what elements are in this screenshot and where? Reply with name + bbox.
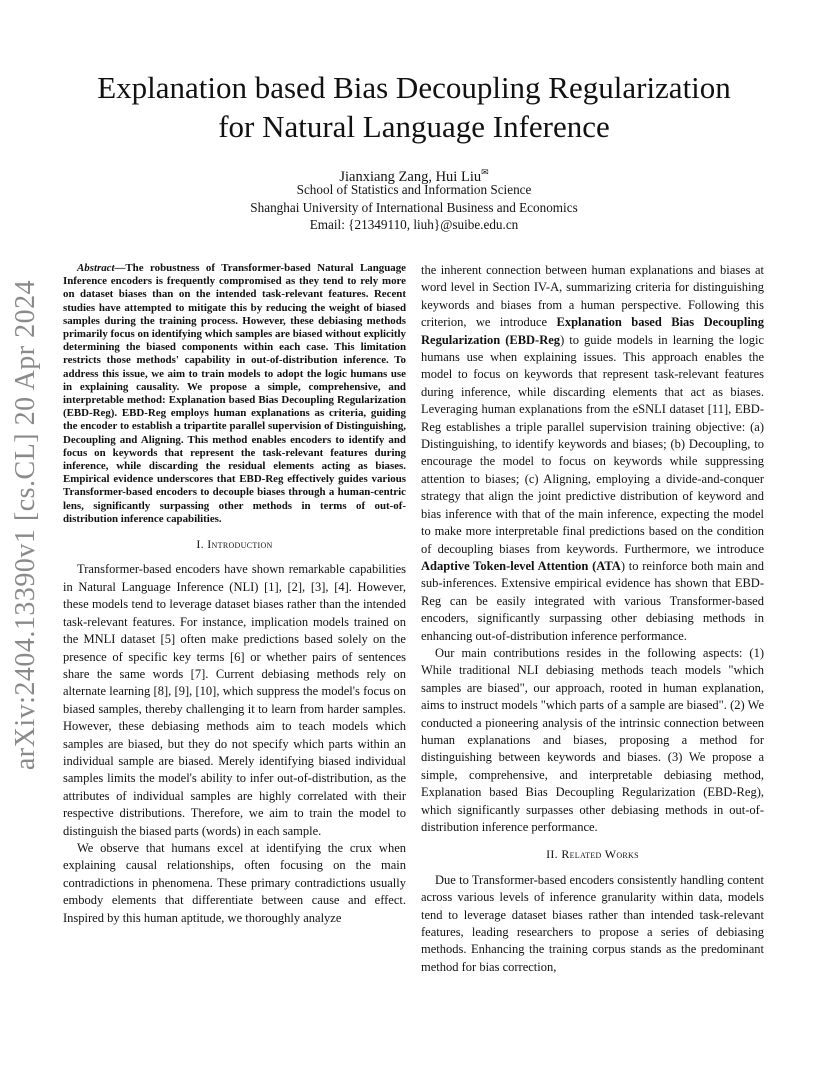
- author-names: Jianxiang Zang, Hui Liu: [339, 168, 482, 185]
- abstract: [63, 262, 406, 526]
- section-heading-related-works: [421, 846, 764, 863]
- text-run-bold-letter: Regularization (: [421, 332, 510, 347]
- affiliation-school: School of Statistics and Information Science: [296, 182, 532, 197]
- ata-acronym: ATA: [596, 558, 621, 573]
- section-title: Introduction: [207, 537, 273, 552]
- arxiv-identifier-text: arXiv:2404.13390v1 [cs.CL] 20 Apr 2024: [10, 279, 42, 771]
- related-works-paragraph-1: Due to Transformer-based encoders consistently handling content across various levels of inference granularity within data, models tend to leverage dataset biases rather than intended task-relevant features, leading researchers to propose a series of debiasing methods. Enhancing the training corpus stands as the predominant method for bias correction,: [421, 872, 764, 974]
- text-run: the inherent connection between human explanations and biases at word level in Section IV-A, summarizing criteria for distinguishing keywords and biases from a human perspective. Following this criterion, we introduce: [421, 263, 764, 330]
- contributions-paragraph: Our main contributions resides in the following aspects: (1) While traditional NLI debiasing methods teach models "which samples are biased", our approach, rooted in human explanation, aims to instruct models "which parts of a sample are biased". (2) We conducted a pioneering analysis of the intrinsic connection between human explanations and biases, proposing a method for distinguishing between keywords and biases. (3) We propose a simple, comprehensive, and interpretable debiasing method, Explanation based Bias Decoupling Regularization (EBD-Reg), which significantly surpasses other debiasing methods in out-of-distribution inference performance.: [421, 645, 764, 834]
- text-run-bold-letter: Token-level: [473, 558, 538, 573]
- text-run: ) to guide models in learning the logic humans use when explaining issues. This approach enables the model to focus on keywords that represent task-relevant features during inference, while discarding elements that act as biases. Leveraging human explanations from the eSNLI dataset [11], EBD-Reg establishes a triple parallel supervision training objective: (a) Distinguishing, to identify keywords and biases; (b) Decoupling, to encourage the model to focus on keywords while suppressing attention to biases; (c) Aligning, employing a divide-and-conquer strategy that align the joint predictive distribution of keyword and bias inference with that of the main inference, expecting the model to make more interpretable final predictions based on the condition of decoupling biases from keywords. Furthermore, we introduce: [421, 332, 764, 556]
- paper-title: [60, 68, 768, 146]
- text-run: ) to reinforce both main and sub-inferences. Extensive empirical evidence has shown that EBD-Reg can be easily integrated with various Transformer-based encoders, significantly surpassing other debiasing methods in enhancing out-of-distribution inference performance.: [421, 558, 764, 643]
- affiliation-university: Shanghai University of International Business and Economics: [250, 199, 578, 215]
- email-envelope-icon: ✉: [481, 167, 489, 177]
- intro-paragraph-2: We observe that humans excel at identifying the crux when explaining causal relationships, often focusing on the main contradictions in phenomena. These primary contradictions usually embody elements that differentiate between cause and effect. Inspired by this human aptitude, we thoroughly analyze: [63, 840, 406, 925]
- title-line-1: Explanation based Bias Decoupling Regularization: [97, 70, 731, 105]
- section-heading-introduction: [63, 536, 406, 553]
- intro-paragraph-1: Transformer-based encoders have shown remarkable capabilities in Natural Language Inference (NLI) [1], [2], [3], [4]. However, these models tend to leverage dataset biases rather than the intended task-relevant features. For instance, implication models trained on the MNLI dataset [5] often make predictions based solely on the presence of specific key terms [6] or whether pairs of sentences share the same words [7]. Current debiasing methods rely on alternate learning [8], [9], [10], which suppress the model's focus on biased samples, thereby challenging it to learn from harder samples. However, these debiasing methods aim to teach models which samples are biased, but they do not specify which parts within an individual sample are biased. Merely identifying biased individual samples limits the model's ability to infer out-of-distribution, as the attributes of individual samples are highly correlated with their respective distributions. Therefore, we aim to train the model to distinguish the biased parts (words) in each sample.: [63, 562, 406, 838]
- author-email: Email: {21349110, liuh}@suibe.edu.cn: [309, 217, 519, 232]
- section-number: II.: [546, 847, 558, 862]
- left-column: [63, 262, 406, 927]
- section-title: Related Works: [561, 847, 639, 862]
- text-run-bold-letter: Adaptive: [421, 558, 474, 573]
- method-acronym: EBD-Reg: [509, 332, 561, 347]
- intro-paragraph-3: [421, 262, 764, 645]
- text-run-bold-letter: Attention (: [537, 558, 597, 573]
- arxiv-identifier-stamp: [2, 279, 50, 771]
- right-column: [421, 262, 764, 976]
- text-run-bold-letter: Bias Decoupling: [671, 315, 765, 330]
- text-run-bold-letter: Explanation based: [556, 315, 672, 330]
- abstract-text: —The robustness of Transformer-based Natural Language Inference encoders is frequently compromised as they tend to rely more on dataset biases than on the intended task-relevant features. Recent studies have attempted to mitigate this by reducing the weight of biased samples during the training process. However, these debiasing methods primarily focus on identifying which samples are biased without explicitly determining the biased components within each case. This limitation restricts those methods' capability in out-of-distribution inference. To address this issue, we aim to train models to adopt the logic humans use in explaining causality. We propose a simple, comprehensive, and interpretable method: Explanation based Bias Decoupling Regularization (EBD-Reg). EBD-Reg employs human explanations as criteria, guiding the encoder to establish a tripartite parallel supervision of Distinguishing, Decoupling and Aligning. This method enables encoders to identify and focus on keywords that represent the task-relevant features during inference, while discarding the residual elements acting as biases. Empirical evidence underscores that EBD-Reg effectively guides various Transformer-based encoders to decouple biases through a human-centric lens, significantly surpassing other methods in terms of out-of-distribution inference capabilities.: [63, 262, 406, 525]
- title-line-2: for Natural Language Inference: [218, 109, 610, 144]
- abstract-label: Abstract: [77, 262, 115, 274]
- affiliation-block: [60, 181, 768, 234]
- section-number: I.: [196, 537, 204, 552]
